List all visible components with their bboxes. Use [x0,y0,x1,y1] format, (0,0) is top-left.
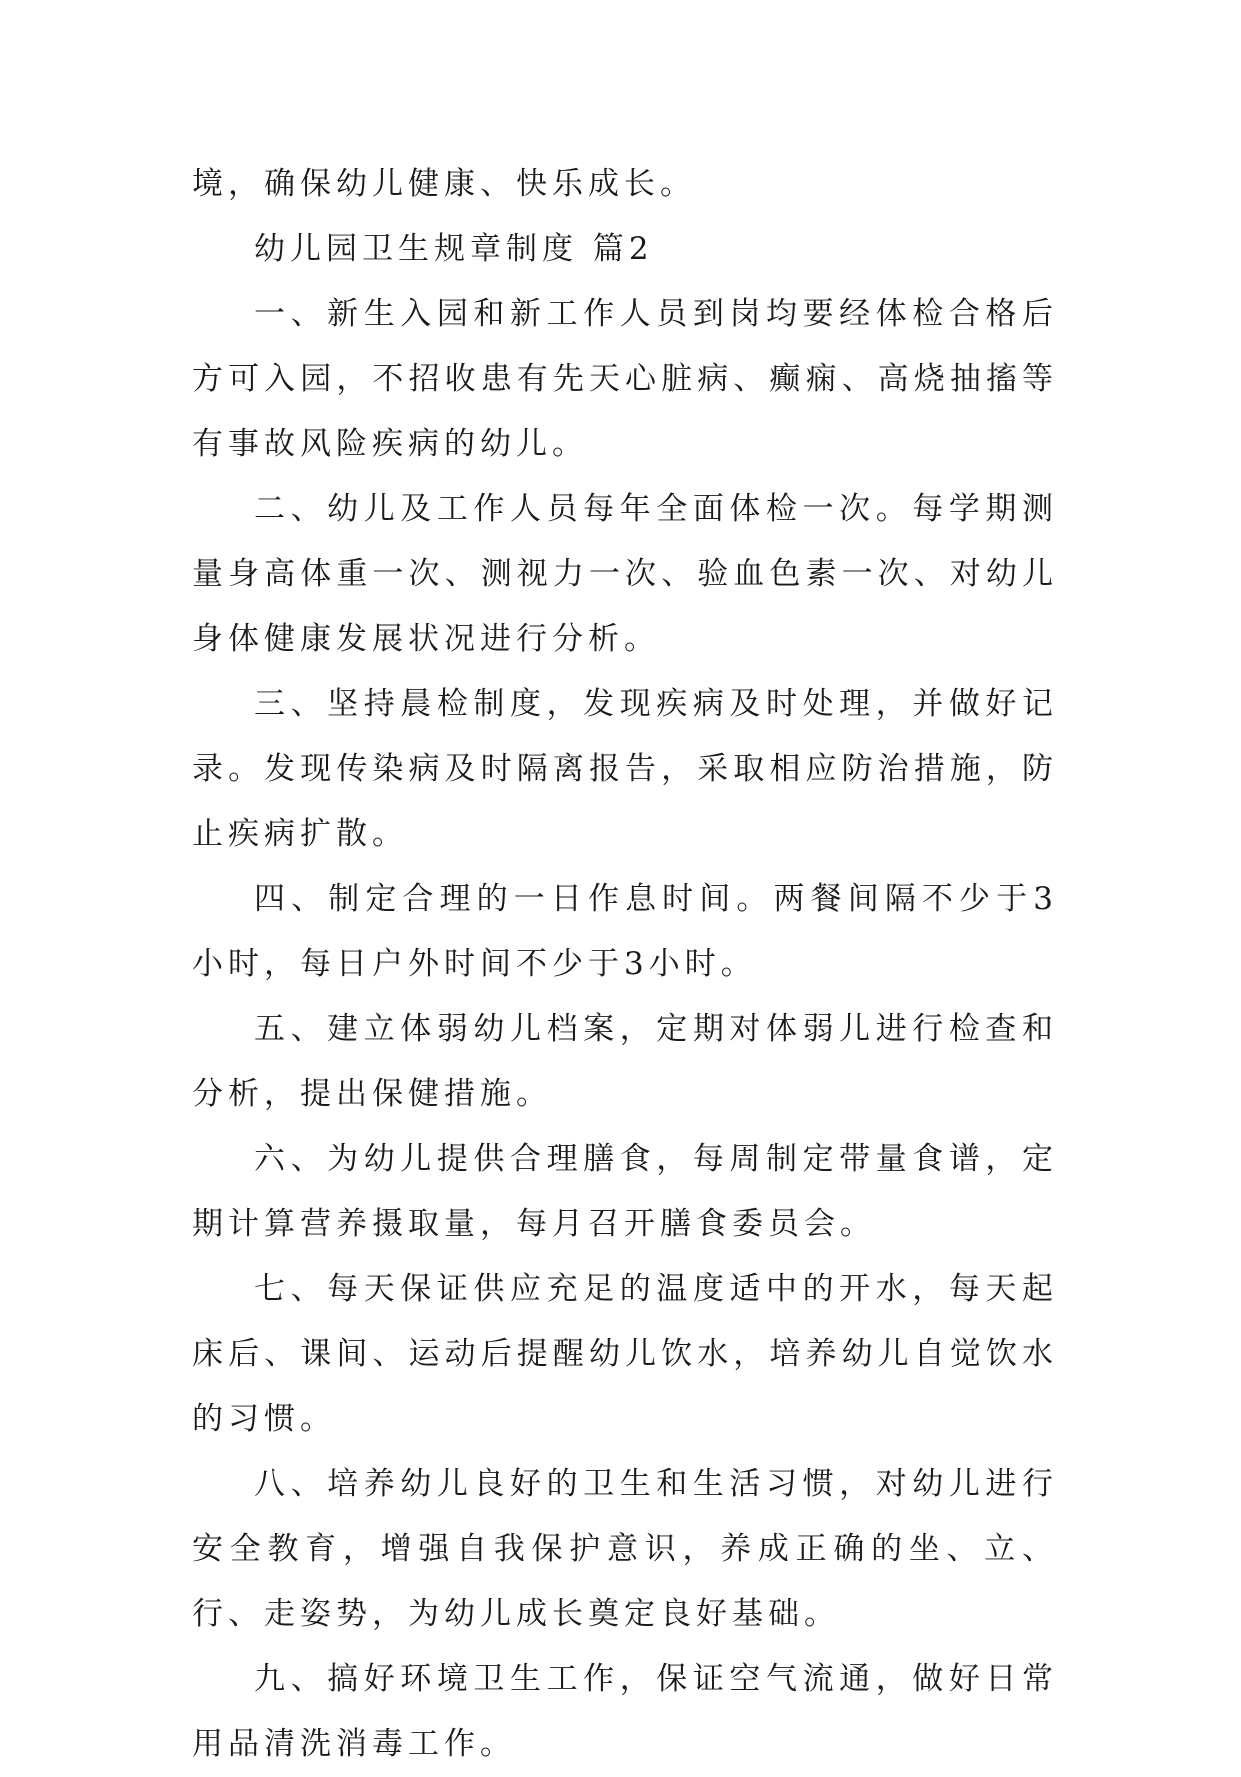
continuation-text: 境，确保幼儿健康、快乐成长。 [192,166,696,202]
rule-paragraph-2: 二、幼儿及工作人员每年全面体检一次。每学期测量身高体重一次、测视力一次、验血色素一次、对幼儿身体健康发展状况进行分析。 [192,491,1058,657]
rule-paragraph-9: 九、搞好环境卫生工作，保证空气流通，做好日常用品清洗消毒工作。 [192,1661,1058,1762]
rule-paragraph-6: 六、为幼儿提供合理膳食，每周制定带量食谱，定期计算营养摄取量，每月召开膳食委员会。 [192,1141,1058,1242]
rule-paragraph-7: 七、每天保证供应充足的温度适中的开水，每天起床后、课间、运动后提醒幼儿饮水，培养幼儿自觉饮水的习惯。 [192,1271,1058,1437]
rule-paragraph-1: 一、新生入园和新工作人员到岗均要经体检合格后方可入园，不招收患有先天心脏病、癫痫、高烧抽搐等有事故风险疾病的幼儿。 [192,296,1058,462]
section-heading: 幼儿园卫生规章制度 篇2 [254,231,654,267]
rule-paragraph-3: 三、坚持晨检制度，发现疾病及时处理，并做好记录。发现传染病及时隔离报告，采取相应防治措施，防止疾病扩散。 [192,686,1058,852]
document-body [192,152,1058,1777]
rule-paragraph-8: 八、培养幼儿良好的卫生和生活习惯，对幼儿进行安全教育，增强自我保护意识，养成正确的坐、立、行、走姿势，为幼儿成长奠定良好基础。 [192,1466,1058,1632]
rule-paragraph-4: 四、制定合理的一日作息时间。两餐间隔不少于3小时，每日户外时间不少于3小时。 [192,881,1058,982]
rule-paragraph-5: 五、建立体弱幼儿档案，定期对体弱儿进行检查和分析，提出保健措施。 [192,1011,1058,1112]
